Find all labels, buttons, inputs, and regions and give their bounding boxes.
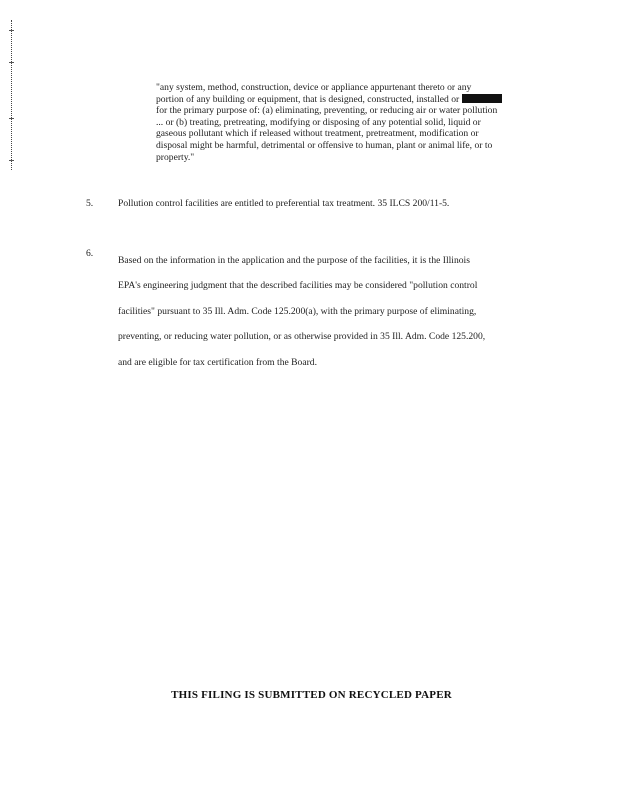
paragraph-number: 6. — [86, 248, 94, 259]
redaction-block — [462, 94, 502, 103]
quote-line: ... or (b) treating, pretreating, modifying or disposing of any potential solid, liquid or — [156, 116, 481, 128]
quote-line: property." — [156, 151, 195, 163]
scan-edge-mark — [9, 30, 14, 31]
paragraph-line: facilities" pursuant to 35 Ill. Adm. Code 125.200(a), with the primary purpose of eliminating, — [118, 305, 477, 317]
paragraph-line: and are eligible for tax certification from the Board. — [118, 356, 317, 368]
paragraph-number: 5. — [86, 198, 94, 209]
scan-edge-mark — [9, 62, 14, 63]
paragraph-line: preventing, or reducing water pollution, or as otherwise provided in 35 Ill. Adm. Code 125.200, — [118, 331, 486, 343]
paragraph-text: Pollution control facilities are entitled to preferential tax treatment. 35 ILCS 200/11-5. — [118, 198, 450, 209]
paragraph-line: EPA's engineering judgment that the described facilities may be considered "pollution control — [118, 280, 478, 292]
quote-line: "any system, method, construction, device or appliance appurtenant thereto or any — [156, 82, 472, 93]
paragraph-line: Based on the information in the application and the purpose of the facilities, it is the Illinois — [118, 255, 470, 266]
quote-line: gaseous pollutant which if released without treatment, pretreatment, modification or — [156, 128, 479, 140]
quote-line: disposal might be harmful, detrimental or offensive to human, plant or animal life, or to — [156, 139, 493, 151]
scan-edge-mark — [9, 118, 14, 119]
quote-line — [156, 94, 548, 106]
recycled-paper-footer: THIS FILING IS SUBMITTED ON RECYCLED PAPER — [171, 689, 452, 701]
scan-edge-artifact — [11, 20, 13, 170]
scan-edge-mark — [9, 160, 14, 161]
quote-line-text: portion of any building or equipment, that is designed, constructed, installed or — [156, 93, 460, 105]
definition-quote — [156, 82, 548, 163]
paragraph-text — [118, 248, 538, 375]
quote-line: for the primary purpose of: (a) eliminating, preventing, or reducing air or water pollution — [156, 105, 498, 117]
